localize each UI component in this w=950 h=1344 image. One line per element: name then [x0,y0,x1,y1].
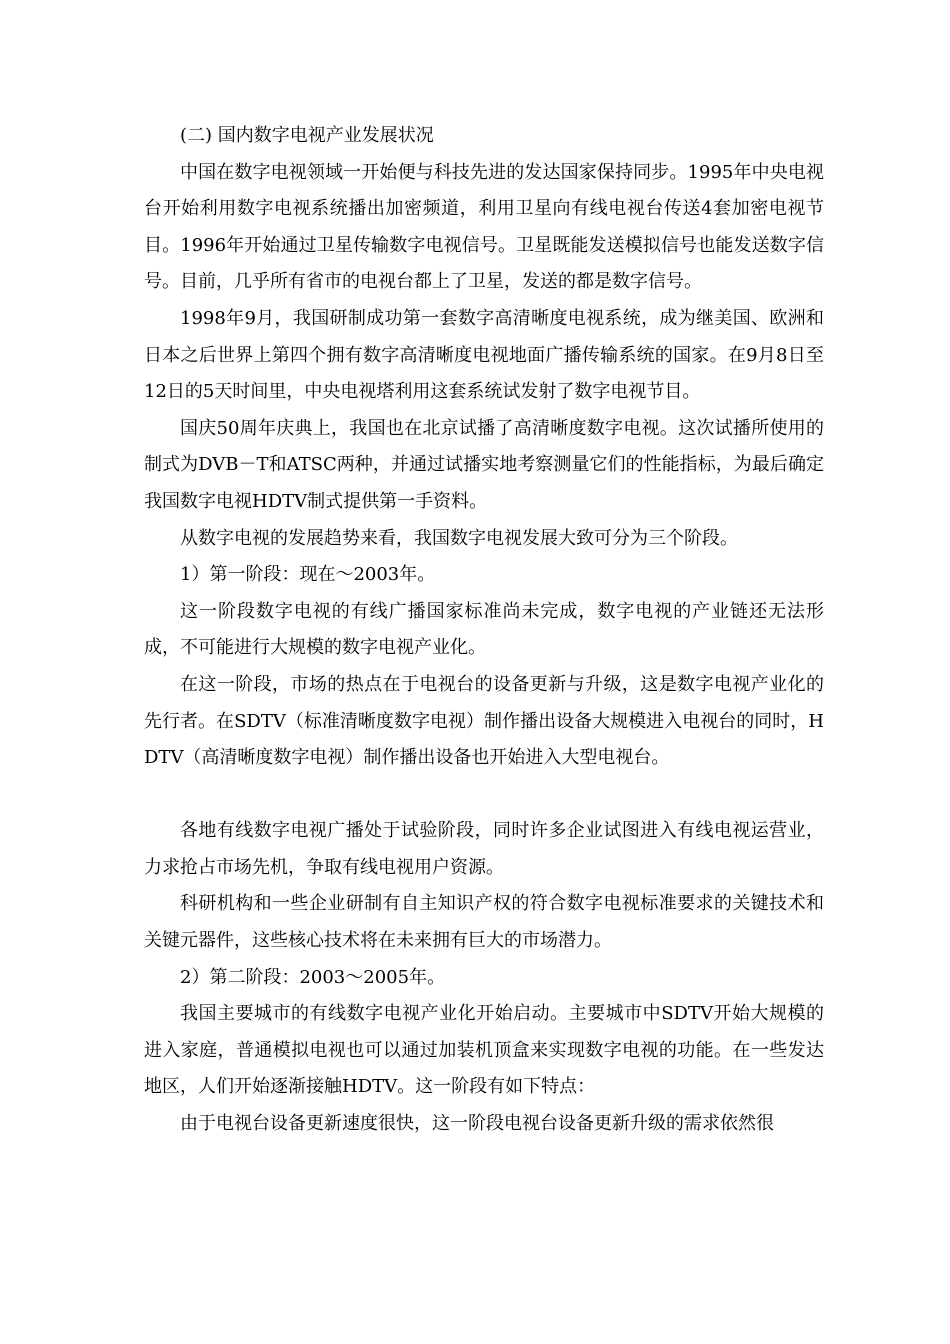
list-item-stage-2: 2）第二阶段：2003～2005年。 [180,966,446,988]
paragraph: 1998年9月，我国研制成功第一套数字高清晰度电视系统，成为继美国、欧洲和日本之后世界上第四个拥有数字高清晰度电视地面广播传输系统的国家。在9月8日至12日的5天时间里，中央电视塔利用这套系统试发射了数字电视节目。 [144,307,824,403]
paragraph: 由于电视台设备更新速度很快，这一阶段电视台设备更新升级的需求依然很 [180,1113,774,1135]
paragraph: 科研机构和一些企业研制有自主知识产权的符合数字电视标准要求的关键技术和关键元器件，这些核心技术将在未来拥有巨大的市场潜力。 [144,893,824,952]
paragraph: 中国在数字电视领域一开始便与科技先进的发达国家保持同步。1995年中央电视台开始利用数字电视系统播出加密频道，利用卫星向有线电视台传送4套加密电视节目。1996年开始通过卫星传输数字电视信号。卫星既能发送模拟信号也能发送数字信号。目前，几乎所有省市的电视台都上了卫星，发送的都是数字信号。 [144,161,824,293]
paragraph: 国庆50周年庆典上，我国也在北京试播了高清晰度数字电视。这次试播所使用的制式为DVB－T和ATSC两种，并通过试播实地考察测量它们的性能指标，为最后确定我国数字电视HDTV制式提供第一手资料。 [144,417,824,512]
paragraph: 这一阶段数字电视的有线广播国家标准尚未完成，数字电视的产业链还无法形成，不可能进行大规模的数字电视产业化。 [144,600,824,659]
paragraph: 在这一阶段，市场的热点在于电视台的设备更新与升级，这是数字电视产业化的先行者。在SDTV（标准清晰度数字电视）制作播出设备大规模进入电视台的同时，HDTV（高清晰度数字电视）制作播出设备也开始进入大型电视台。 [144,673,824,769]
section-heading: (二) 国内数字电视产业发展状况 [180,125,434,146]
paragraph: 各地有线数字电视广播处于试验阶段，同时许多企业试图进入有线电视运营业，力求抢占市场先机，争取有线电视用户资源。 [144,820,824,878]
paragraph: 我国主要城市的有线数字电视产业化开始启动。主要城市中SDTV开始大规模的进入家庭，普通模拟电视也可以通过加装机顶盒来实现数字电视的功能。在一些发达地区，人们开始逐渐接触HDTV。这一阶段有如下特点： [144,1003,824,1098]
document-body [144,118,824,1143]
paragraph: 从数字电视的发展趋势来看，我国数字电视发展大致可分为三个阶段。 [180,527,738,549]
blank-line [144,777,824,814]
list-item-stage-1: 1）第一阶段：现在～2003年。 [180,564,436,586]
